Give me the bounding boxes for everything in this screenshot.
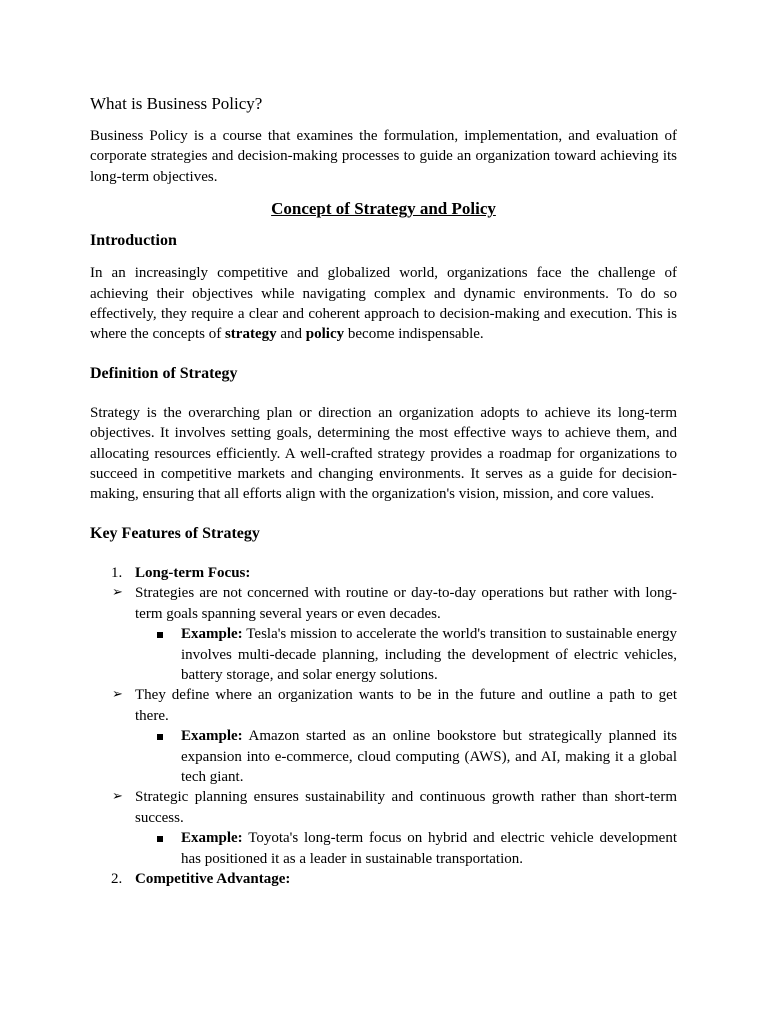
list-item-label: Long-term Focus: <box>135 564 251 581</box>
document-title: What is Business Policy? <box>90 94 263 113</box>
sub-point <box>90 685 677 726</box>
example-point <box>90 624 677 685</box>
example-text: Toyota's long-term focus on hybrid and electric vehicle development has positioned it as a leader in sustainable transportation. <box>181 830 677 867</box>
square-bullet-icon <box>157 734 163 740</box>
introduction-text-end: become indispensable. <box>344 326 484 343</box>
introduction-heading: Introduction <box>90 232 177 250</box>
introduction-paragraph <box>90 263 677 345</box>
key-features-list <box>90 563 677 890</box>
sub-point-text: Strategies are not concerned with routine or day-to-day operations but rather with long-term goals spanning several years or even decades. <box>135 585 677 622</box>
term-strategy: strategy <box>224 326 277 343</box>
introduction-text-start: In an increasingly competitive and globalized world, organizations face the challenge of achieving their objectives while navigating complex and dynamic environments. To do so effectively, they require a clear and coherent approach to decision-making and execution. This is where the concepts of <box>90 265 677 343</box>
list-item-label: Competitive Advantage: <box>135 870 291 887</box>
intro-paragraph: Business Policy is a course that examines the formulation, implementation, and evaluation of corporate strategies and decision-making processes to guide an organization toward achieving its long-term objectives. <box>90 128 677 185</box>
definition-heading: Definition of Strategy <box>90 364 238 382</box>
example-label: Example: <box>181 830 243 847</box>
example-text: Amazon started as an online bookstore but strategically planned its expansion into e-commerce, cloud computing (AWS), and AI, making it a global tech giant. <box>181 728 677 785</box>
sub-point-text: Strategic planning ensures sustainability and continuous growth rather than short-term success. <box>135 789 677 826</box>
example-label: Example: <box>181 626 243 643</box>
example-point <box>90 828 677 869</box>
example-text: Tesla's mission to accelerate the world's transition to sustainable energy involves multi-decade planning, including the development of electric vehicles, battery storage, and solar energy solutions. <box>181 626 677 683</box>
list-item <box>90 869 677 889</box>
document-page <box>90 92 677 889</box>
arrowhead-bullet-icon: ➢ <box>112 585 123 601</box>
definition-paragraph: Strategy is the overarching plan or direction an organization adopts to achieve its long-term objectives. It involves setting goals, determining the most effective ways to achieve them, and allocating resources efficiently. A well-crafted strategy provides a roadmap for organizations to succeed in competitive markets and changing environments. It serves as a guide for decision-making, ensuring that all efforts align with the organization's vision, mission, and core values. <box>90 404 677 503</box>
list-item <box>90 563 677 583</box>
square-bullet-icon <box>157 836 163 842</box>
arrowhead-bullet-icon: ➢ <box>112 789 123 805</box>
example-point <box>90 726 677 787</box>
section-title: Concept of Strategy and Policy <box>271 199 496 219</box>
introduction-and: and <box>276 326 306 343</box>
list-number: 1. <box>111 564 123 581</box>
arrowhead-bullet-icon: ➢ <box>112 687 123 703</box>
square-bullet-icon <box>157 632 163 638</box>
example-label: Example: <box>181 728 243 745</box>
sub-point <box>90 583 677 624</box>
term-policy: policy <box>305 326 345 343</box>
key-features-heading: Key Features of Strategy <box>90 524 260 542</box>
sub-point-text: They define where an organization wants to be in the future and outline a path to get there. <box>135 687 677 724</box>
sub-point <box>90 787 677 828</box>
list-number: 2. <box>111 870 123 887</box>
